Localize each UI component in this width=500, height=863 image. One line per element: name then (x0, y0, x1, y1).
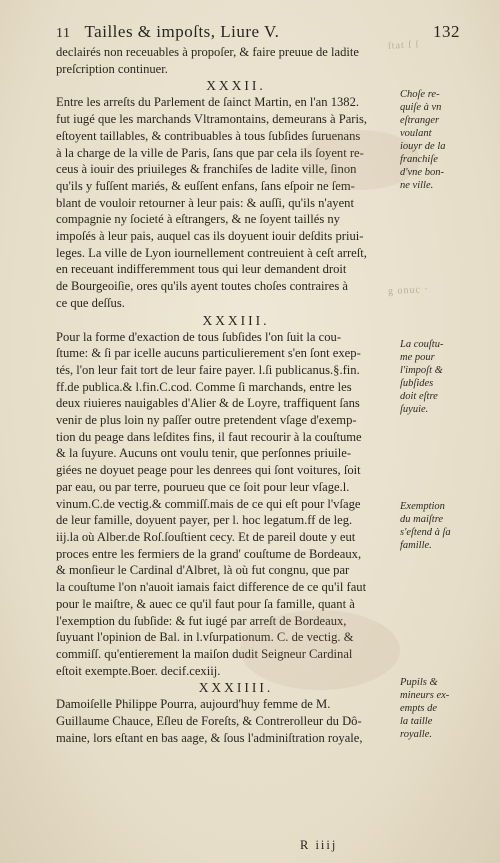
text-line: eſtoit exempte.Boer. decif.cexiij. (56, 663, 221, 678)
text-line: vinum.C.de vectig.& commiſſ.mais de ce qui eſt pour l'vſage (56, 496, 361, 511)
text-line: maine, lors eſtant en bas aage, & ſous l'adminiſtration royale, (56, 730, 363, 745)
text-line: Pour la forme d'exaction de tous ſubſides l'on ſuit la cou- (56, 329, 342, 344)
section-number: XXXIII. (202, 312, 270, 328)
text-line: ceus à iouir des priuileges & franchiſes de ladite ville, ſinon (56, 162, 357, 177)
margin-note: La couſtu- me pour l'impoſt & ſubſides doit eſtre ſuyuie. (400, 339, 444, 415)
text-line: commiſſ. qu'entierement la maiſon dudit Seigneur Cardinal (56, 646, 353, 661)
text-line: Damoiſelle Philippe Pourra, aujourd'huy femme de M. (56, 697, 331, 712)
running-header (56, 22, 460, 42)
section-number: XXXIIII. (198, 680, 274, 696)
show-through-text: g onuc · (387, 283, 430, 298)
margin-note: Choſe re- quiſe à vn eſtranger voulant iouyr de la franchiſe d'vne bon- ne ville. (400, 89, 446, 191)
show-through-text: ſtat ſ ſ (387, 39, 420, 52)
signature-mark: R iiij (300, 838, 338, 852)
text-line: preſcription continuer. (56, 61, 168, 76)
margin-note: Pupils & mineurs ex- empts de la taille royalle. (400, 677, 450, 740)
text-line: impoſés à leur pais, auquel cas ils doyuent iouir deſdits priui- (56, 229, 364, 244)
text-line: fut iugé que les marchands Vltramontains, demeurans à Paris, (56, 112, 368, 127)
text-line: Entre les arreſts du Parlement de ſainct Martin, en l'an 1382. (56, 95, 360, 110)
text-line: declairés non receuables à propoſer, & faire preuue de ladite (56, 45, 359, 59)
text-line: pour le maiſtre, & auec ce qu'il faut pour ſa famille, quant à (56, 596, 355, 611)
folio-left: 11 (56, 26, 71, 41)
text-line: deux riuieres nauigables d'Alier & de Loyre, traffiquent ſans (56, 396, 360, 411)
text-line: en receuant indifferemment tous qui leur demandent droit (56, 262, 347, 277)
text-line: proces entre les fermiers de la grand' couſtume de Bordeaux, (56, 546, 362, 561)
text-line: ſtume: & ſi par icelle aucuns particulierement s'en ſont exep- (56, 346, 361, 361)
text-line: compagnie ny ſocieté à eſtrangers, & ne ſoyent taillés ny (56, 212, 340, 227)
margin-note: Exemption du maiſtre s'eſtend à ſa famille. (400, 501, 451, 551)
text-line: la couſtume l'on n'auoit iamais faict difference de ce qu'il faut (56, 580, 367, 595)
text-line: iij.la où Alber.de Roſ.ſouſtient cecy. Et de pareil doute y eut (56, 529, 356, 544)
text-line: l'exemption du ſubſide: & fut iugé par arreſt de Bordeaux, (56, 613, 347, 628)
stain (240, 610, 400, 690)
text-line: tés, l'on leur fait tort de leur faire payer. l.ſi publicanus.§.fin. (56, 362, 360, 377)
text-line: venir de plus loin ny paſſer outre pretendent vſage d'exemp- (56, 413, 357, 428)
text-line: giées ne doyuet peage pour les denrees qui ſont voitures, ſoit (56, 463, 361, 478)
text-line: ff.de publica.& l.fin.C.cod. Comme ſi marchands, entre les (56, 379, 352, 394)
folio-right: 132 (433, 22, 460, 41)
text-line: par eau, ou par terre, pourueu que ce ſoit pour leur vſage.l. (56, 479, 350, 494)
text-line: de Bourgeoiſie, ores qu'ils ayent toutes choſes contraires à (56, 279, 348, 294)
text-line: à la charge de la ville de Paris, ſans que par cela ils ſoyent re- (56, 145, 364, 160)
text-line: qu'ils y fuſſent mariés, & euſſent enfans, ſans eſpoir ne ſem- (56, 178, 355, 193)
text-line: blant de vouloir retourner à leur pais: & auſſi, qu'ils n'ayent (56, 195, 354, 210)
text-line: de leur famille, doyuent payer, per l. hoc legatum.ff de leg. (56, 513, 353, 528)
text-line: leges. La ville de Lyon iournellement contreuient à ceſt arreſt, (56, 245, 367, 260)
running-title: Tailles & impoſts, Liure V. (84, 22, 280, 41)
text-line: & monſieur le Cardinal d'Albret, là où fut congnu, que par (56, 563, 350, 578)
text-line: & la ſuyure. Aucuns ont voulu tenir, que perſonnes priuile- (56, 446, 352, 461)
section-number: XXXII. (206, 78, 266, 94)
text-line: Guillaume Chauce, Eſleu de Foreſts, & Contrerolleur du Dô- (56, 714, 362, 729)
text-line: eſtoyent taillables, & contribuables à tous ſubſides ſuruenans (56, 128, 361, 143)
text-line: tion du peage dans leſdites fins, il faut recourir à la couſtume (56, 429, 362, 444)
text-line: ce que deſſus. (56, 295, 125, 310)
text-line: ſuyuant l'opinion de Bal. in l.vſurpationum. C. de vectig. & (56, 630, 354, 645)
